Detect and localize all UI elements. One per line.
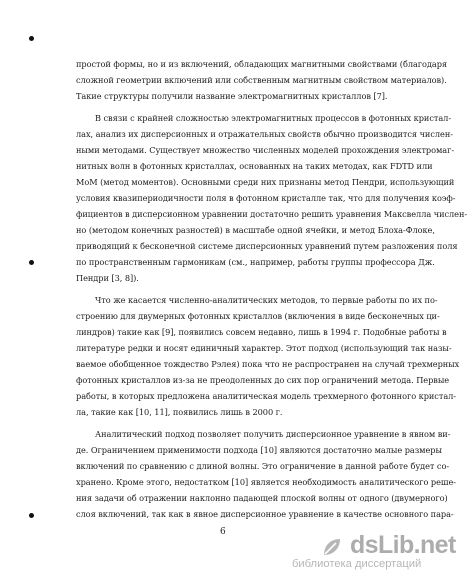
text-line: включений по сравнению с длиной волны. Это ограничение в данной работе будет со- bbox=[76, 461, 450, 471]
text-line: лах, анализ их дисперсионных и отражательных свойств обычно производится числен- bbox=[76, 129, 453, 139]
text-line: литературе редки и носят единичный характер. Этот подход (использующий так назы- bbox=[76, 343, 452, 353]
text-line: линдров) такие как [9], появились совсем недавно, лишь в 1994 г. Подобные работы в bbox=[76, 327, 447, 337]
text-line: ла, такие как [10, 11], появились лишь в 2000 г. bbox=[76, 407, 283, 417]
page-number: 6 bbox=[220, 527, 226, 537]
text-line: хранено. Кроме этого, недостатком [10] является необходимость аналитического реше- bbox=[76, 477, 456, 487]
watermark-tagline: библиотека диссертаций bbox=[292, 558, 422, 570]
text-line: но (методом конечных разностей) в масштабе одной ячейки, и метод Блоха-Флоке, bbox=[76, 225, 435, 235]
text-line: Такие структуры получили название электромагнитных кристаллов [7]. bbox=[76, 91, 388, 101]
text-line: ния задачи об отражении наклонно падающей плоской волны от одного (двумерного) bbox=[76, 493, 448, 503]
text-line: Что же касается численно-аналитических методов, то первые работы по их по- bbox=[95, 295, 438, 305]
text-line: ваемое обобщенное тождество Рэлея) пока что не распространен на случай трехмерных bbox=[76, 359, 460, 369]
text-line: по пространственным гармоникам (см., например, работы группы профессора Дж. bbox=[76, 257, 435, 267]
margin-bullet bbox=[29, 260, 34, 265]
text-line: простой формы, но и из включений, обладающих магнитными свойствами (благодаря bbox=[76, 59, 448, 69]
text-line: приводящий к бесконечной системе дисперсионных уравнений путем разложения поля bbox=[76, 241, 458, 251]
text-line: В связи с крайней сложностью электромагнитных процессов в фотонных кристал- bbox=[95, 113, 452, 123]
text-line: ными методами. Существует множество численных моделей прохождения электромаг- bbox=[76, 145, 455, 155]
watermark-logo-text: dsLib.net bbox=[350, 531, 456, 559]
text-line: Аналитический подход позволяет получить дисперсионное уравнение в явном ви- bbox=[95, 429, 451, 439]
text-line: Пендри [3, 8]). bbox=[76, 273, 139, 283]
margin-bullet bbox=[29, 513, 34, 518]
margin-bullet bbox=[29, 36, 34, 41]
text-line: условия квазипериодичности поля в фотонном кристалле так, что для получения коэф- bbox=[76, 193, 456, 203]
watermark bbox=[292, 531, 456, 573]
text-line: MoM (метод моментов). Основными среди них признаны метод Пендри, использующий bbox=[76, 177, 455, 187]
text-line: слоя включений, так как в явное дисперсионное уравнение в качестве основного пара- bbox=[76, 509, 454, 519]
text-line: де. Ограничением применимости подхода [10] являются достаточно малые размеры bbox=[76, 445, 442, 455]
text-line: нитных волн в фотонных кристаллах, основанных на таких методах, как FDTD или bbox=[76, 161, 433, 171]
text-line: сложной геометрии включений или собственным магнитным свойством материалов). bbox=[76, 75, 447, 85]
text-line: работы, в которых предложена аналитическая модель трехмерного фотонного кристал- bbox=[76, 391, 457, 401]
leaf-icon bbox=[320, 535, 344, 559]
text-line: фициентов в дисперсионном уравнении достаточно решить уравнения Максвелла числен- bbox=[76, 209, 467, 219]
text-line: фотонных кристаллов из-за не преодоленных до сих пор ограничений метода. Первые bbox=[76, 375, 450, 385]
text-line: строению для двумерных фотонных кристаллов (включения в виде бесконечных ци- bbox=[76, 311, 440, 321]
